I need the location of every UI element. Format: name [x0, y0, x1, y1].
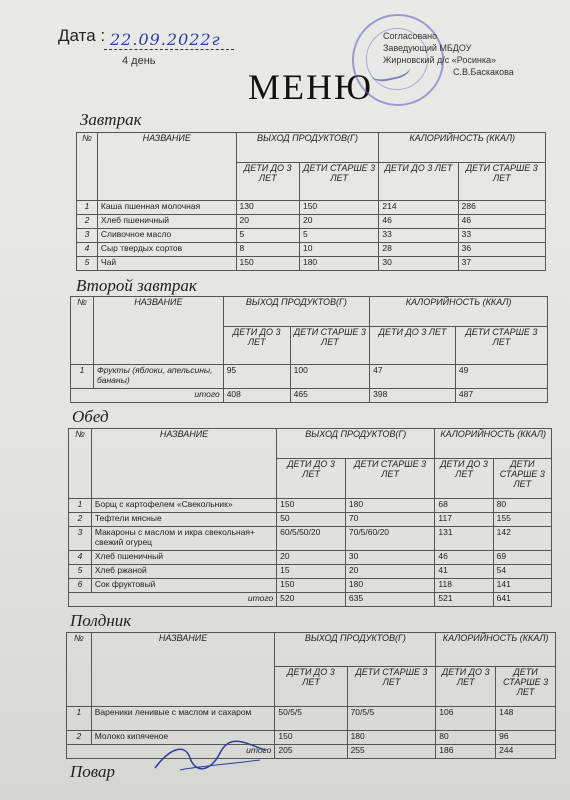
col-under3: ДЕТИ ДО 3 ЛЕТ: [379, 163, 458, 201]
second-breakfast-table: [70, 296, 548, 403]
output-over3: 70/5/60/20: [345, 527, 435, 551]
dish-name: Тефтели мясные: [91, 513, 276, 527]
total-cal-over3: 641: [493, 593, 551, 607]
date-label: Дата :: [58, 26, 106, 45]
cal-over3: 46: [458, 215, 545, 229]
table-row: [77, 215, 546, 229]
col-output: ВЫХОД ПРОДУКТОВ(Г): [236, 133, 379, 163]
cal-over3: 148: [496, 707, 556, 731]
cal-under3: 214: [379, 201, 458, 215]
cal-under3: 106: [436, 707, 496, 731]
cal-over3: 80: [493, 499, 551, 513]
output-under3: 50: [277, 513, 346, 527]
approval-line: Жирновский д/с «Росинка»: [383, 55, 497, 65]
page-title: МЕНЮ: [248, 67, 373, 107]
col-calories: КАЛОРИЙНОСТЬ (ККАЛ): [436, 633, 556, 667]
cal-under3: 46: [379, 215, 458, 229]
dish-name: Сыр твердых сортов: [97, 243, 236, 257]
cook-signature: [150, 738, 270, 778]
section-title-second-breakfast: Второй завтрак: [76, 276, 197, 295]
output-under3: 150: [236, 257, 299, 271]
output-over3: 30: [345, 551, 435, 565]
col-under3: ДЕТИ ДО 3 ЛЕТ: [275, 667, 347, 707]
total-output-under3: 205: [275, 745, 347, 759]
output-over3: 150: [299, 201, 378, 215]
output-under3: 50/5/5: [275, 707, 347, 731]
cal-over3: 155: [493, 513, 551, 527]
cal-over3: 141: [493, 579, 551, 593]
output-over3: 10: [299, 243, 378, 257]
approval-line: С.В.Баскакова: [453, 67, 514, 77]
row-num: 1: [77, 201, 98, 215]
output-over3: 20: [345, 565, 435, 579]
total-cal-under3: 398: [370, 389, 456, 403]
output-over3: 100: [290, 365, 370, 389]
col-output: ВЫХОД ПРОДУКТОВ(Г): [223, 297, 369, 327]
cal-under3: 41: [435, 565, 493, 579]
row-num: 1: [69, 499, 92, 513]
output-under3: 20: [236, 215, 299, 229]
row-num: 1: [67, 707, 92, 731]
table-row: [69, 527, 552, 551]
col-num: №: [69, 429, 92, 499]
row-num: 1: [71, 365, 94, 389]
output-over3: 180: [345, 499, 435, 513]
col-name: НАЗВАНИЕ: [91, 633, 275, 707]
col-over3: ДЕТИ СТАРШЕ 3 ЛЕТ: [455, 327, 547, 365]
dish-name: Хлеб пшеничный: [91, 551, 276, 565]
table-row: [77, 201, 546, 215]
col-over3: ДЕТИ СТАРШЕ 3 ЛЕТ: [458, 163, 545, 201]
dish-name: Чай: [97, 257, 236, 271]
cal-over3: 96: [496, 731, 556, 745]
row-num: 5: [69, 565, 92, 579]
dish-name: Борщ с картофелем «Свекольник»: [91, 499, 276, 513]
output-under3: 20: [277, 551, 346, 565]
col-name: НАЗВАНИЕ: [91, 429, 276, 499]
breakfast-table: [76, 132, 546, 271]
dish-name: Хлеб пшеничный: [97, 215, 236, 229]
date-value: 22.09.2022г: [110, 30, 221, 49]
total-cal-under3: 186: [436, 745, 496, 759]
section-title-breakfast: Завтрак: [80, 110, 142, 129]
cal-under3: 28: [379, 243, 458, 257]
cal-under3: 68: [435, 499, 493, 513]
col-over3: ДЕТИ СТАРШЕ 3 ЛЕТ: [345, 459, 435, 499]
col-calories: КАЛОРИЙНОСТЬ (ККАЛ): [379, 133, 546, 163]
table-row: [67, 731, 556, 745]
col-num: №: [67, 633, 92, 707]
col-under3: ДЕТИ ДО 3 ЛЕТ: [223, 327, 290, 365]
cal-over3: 54: [493, 565, 551, 579]
row-num: 3: [69, 527, 92, 551]
table-row: [71, 365, 548, 389]
table-row: [69, 513, 552, 527]
table-row: [77, 243, 546, 257]
col-calories: КАЛОРИЙНОСТЬ (ККАЛ): [435, 429, 552, 459]
output-under3: 15: [277, 565, 346, 579]
cal-under3: 46: [435, 551, 493, 565]
dish-name: Вареники ленивые с маслом и сахаром: [91, 707, 275, 731]
total-label: итого: [71, 389, 224, 403]
table-row: [69, 499, 552, 513]
row-num: 4: [69, 551, 92, 565]
cal-under3: 47: [370, 365, 456, 389]
dish-name: Молоко кипяченое: [91, 731, 275, 745]
row-num: 2: [69, 513, 92, 527]
cal-over3: 33: [458, 229, 545, 243]
cal-over3: 49: [455, 365, 547, 389]
col-over3: ДЕТИ СТАРШЕ 3 ЛЕТ: [299, 163, 378, 201]
row-num: 3: [77, 229, 98, 243]
col-over3: ДЕТИ СТАРШЕ 3 ЛЕТ: [496, 667, 556, 707]
row-num: 6: [69, 579, 92, 593]
col-num: №: [77, 133, 98, 201]
lunch-table: [68, 428, 552, 607]
output-under3: 150: [275, 731, 347, 745]
col-output: ВЫХОД ПРОДУКТОВ(Г): [275, 633, 436, 667]
total-output-under3: 408: [223, 389, 290, 403]
dish-name: Хлеб ржаной: [91, 565, 276, 579]
total-output-under3: 520: [277, 593, 346, 607]
output-over3: 180: [347, 731, 436, 745]
output-over3: 5: [299, 229, 378, 243]
col-under3: ДЕТИ ДО 3 ЛЕТ: [277, 459, 346, 499]
row-num: 2: [67, 731, 92, 745]
col-under3: ДЕТИ ДО 3 ЛЕТ: [236, 163, 299, 201]
cook-label: Повар: [70, 762, 116, 781]
output-over3: 70/5/5: [347, 707, 436, 731]
dish-name: Макароны с маслом и икра свекольная+ свежий огурец: [91, 527, 276, 551]
col-under3: ДЕТИ ДО 3 ЛЕТ: [435, 459, 493, 499]
cal-over3: 36: [458, 243, 545, 257]
output-over3: 180: [345, 579, 435, 593]
row-num: 5: [77, 257, 98, 271]
table-row: [77, 257, 546, 271]
date-underline: [104, 49, 234, 50]
total-output-over3: 255: [347, 745, 436, 759]
total-cal-over3: 487: [455, 389, 547, 403]
table-row: [69, 551, 552, 565]
col-over3: ДЕТИ СТАРШЕ 3 ЛЕТ: [347, 667, 436, 707]
approval-line: Заведующий МБДОУ: [383, 43, 472, 53]
col-over3: ДЕТИ СТАРШЕ 3 ЛЕТ: [493, 459, 551, 499]
cal-over3: 142: [493, 527, 551, 551]
dish-name: Сок фруктовый: [91, 579, 276, 593]
dish-name: Каша пшенная молочная: [97, 201, 236, 215]
output-under3: 60/5/50/20: [277, 527, 346, 551]
cal-under3: 33: [379, 229, 458, 243]
cal-under3: 118: [435, 579, 493, 593]
col-name: НАЗВАНИЕ: [94, 297, 224, 365]
cal-under3: 131: [435, 527, 493, 551]
cal-over3: 69: [493, 551, 551, 565]
table-row: [69, 579, 552, 593]
cal-under3: 117: [435, 513, 493, 527]
table-row: [69, 565, 552, 579]
output-under3: 150: [277, 579, 346, 593]
table-row: [67, 707, 556, 731]
col-calories: КАЛОРИЙНОСТЬ (ККАЛ): [370, 297, 548, 327]
row-num: 4: [77, 243, 98, 257]
col-under3: ДЕТИ ДО 3 ЛЕТ: [370, 327, 456, 365]
total-row: [69, 593, 552, 607]
total-cal-over3: 244: [496, 745, 556, 759]
approval-block: [383, 30, 514, 78]
col-over3: ДЕТИ СТАРШЕ 3 ЛЕТ: [290, 327, 370, 365]
dish-name: Сливочное масло: [97, 229, 236, 243]
total-output-over3: 465: [290, 389, 370, 403]
cal-under3: 30: [379, 257, 458, 271]
output-under3: 150: [277, 499, 346, 513]
total-row: [67, 745, 556, 759]
total-row: [71, 389, 548, 403]
cal-over3: 286: [458, 201, 545, 215]
output-under3: 130: [236, 201, 299, 215]
snack-table: [66, 632, 556, 759]
output-under3: 95: [223, 365, 290, 389]
row-num: 2: [77, 215, 98, 229]
total-cal-under3: 521: [435, 593, 493, 607]
total-label: итого: [67, 745, 275, 759]
col-under3: ДЕТИ ДО 3 ЛЕТ: [436, 667, 496, 707]
output-under3: 8: [236, 243, 299, 257]
col-output: ВЫХОД ПРОДУКТОВ(Г): [277, 429, 435, 459]
output-over3: 70: [345, 513, 435, 527]
output-under3: 5: [236, 229, 299, 243]
output-over3: 20: [299, 215, 378, 229]
approval-line: Согласовано: [383, 31, 438, 41]
section-title-snack: Полдник: [70, 611, 132, 630]
dish-name: Фрукты (яблоки, апельсины, бананы): [94, 365, 224, 389]
total-label: итого: [69, 593, 277, 607]
output-over3: 180: [299, 257, 378, 271]
total-output-over3: 635: [345, 593, 435, 607]
day-number: 4 день: [122, 55, 156, 67]
col-name: НАЗВАНИЕ: [97, 133, 236, 201]
col-num: №: [71, 297, 94, 365]
section-title-lunch: Обед: [72, 407, 109, 426]
table-row: [77, 229, 546, 243]
cal-under3: 80: [436, 731, 496, 745]
cal-over3: 37: [458, 257, 545, 271]
